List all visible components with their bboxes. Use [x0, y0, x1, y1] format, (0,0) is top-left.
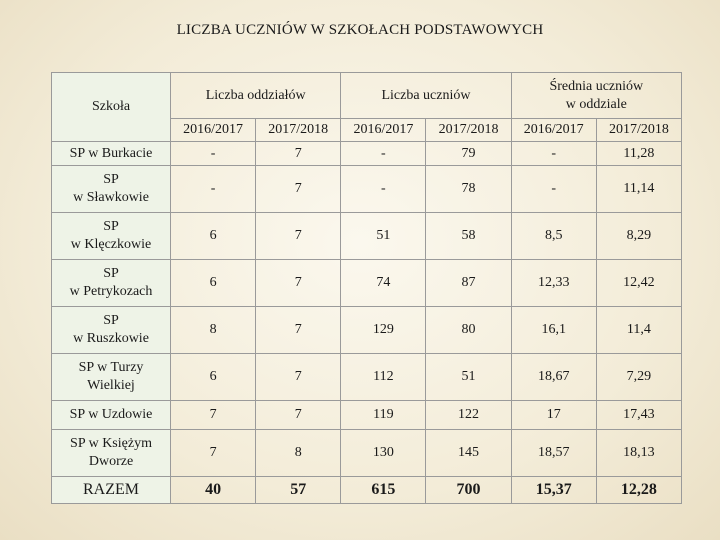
table-cell: 119	[341, 401, 426, 430]
table-cell: 58	[426, 213, 511, 260]
school-name-line: SP w Księżym	[70, 436, 152, 451]
school-name	[52, 213, 171, 260]
total-label: RAZEM	[52, 477, 171, 504]
school-name-line: Wielkiej	[87, 378, 135, 393]
table-cell: 74	[341, 260, 426, 307]
table-cell: 18,13	[596, 430, 681, 477]
table-cell: 87	[426, 260, 511, 307]
table-cell: 11,28	[596, 142, 681, 166]
school-name-line: SP	[103, 219, 119, 234]
total-cell: 15,37	[511, 477, 596, 504]
school-name-line: Dworze	[88, 454, 134, 469]
table-cell: 11,4	[596, 307, 681, 354]
table-cell: 11,14	[596, 166, 681, 213]
school-name-line: w Ruszkowie	[73, 331, 149, 346]
table-cell: -	[511, 166, 596, 213]
school-name-line: w Petrykozach	[69, 284, 153, 299]
table-cell: 6	[171, 213, 256, 260]
table-cell: -	[171, 166, 256, 213]
page-title: LICZBA UCZNIÓW W SZKOŁACH PODSTAWOWYCH	[176, 22, 544, 38]
school-name-line: SP	[103, 313, 119, 328]
school-name	[52, 260, 171, 307]
table-cell: 130	[341, 430, 426, 477]
table-cell: 17	[511, 401, 596, 430]
year-header: 2017/2018	[426, 119, 511, 142]
table-cell: -	[341, 142, 426, 166]
table-cell: 7	[256, 354, 341, 401]
table-cell: 51	[341, 213, 426, 260]
table-row	[52, 260, 682, 307]
year-header: 2017/2018	[596, 119, 681, 142]
table-cell: -	[171, 142, 256, 166]
total-cell: 40	[171, 477, 256, 504]
school-name-line: w Klęczkowie	[70, 237, 152, 252]
total-cell: 12,28	[596, 477, 681, 504]
header-students: Liczba uczniów	[341, 73, 511, 119]
table-row	[52, 142, 682, 166]
table-cell: 8,29	[596, 213, 681, 260]
header-average-line2: w oddziale	[565, 96, 627, 112]
header-classes: Liczba oddziałów	[171, 73, 341, 119]
school-name-line: SP	[103, 172, 119, 187]
table-cell: -	[511, 142, 596, 166]
students-table	[51, 72, 682, 504]
table-cell: 112	[341, 354, 426, 401]
table-cell: 18,57	[511, 430, 596, 477]
table-cell: 7	[256, 166, 341, 213]
school-name: SP w Burkacie	[52, 142, 171, 166]
table-cell: 80	[426, 307, 511, 354]
table-cell: 122	[426, 401, 511, 430]
header-average-line1: Średnia uczniów	[549, 78, 644, 94]
table-cell: 12,42	[596, 260, 681, 307]
year-header: 2016/2017	[511, 119, 596, 142]
table-cell: 129	[341, 307, 426, 354]
table-cell: 7	[171, 430, 256, 477]
table-cell: -	[341, 166, 426, 213]
year-header: 2017/2018	[256, 119, 341, 142]
school-name	[52, 430, 171, 477]
table-row	[52, 307, 682, 354]
table-row	[52, 401, 682, 430]
table-row	[52, 430, 682, 477]
table-cell: 51	[426, 354, 511, 401]
table-row	[52, 166, 682, 213]
table-cell: 8,5	[511, 213, 596, 260]
total-row	[52, 477, 682, 504]
header-school: Szkoła	[52, 73, 171, 142]
table-cell: 7	[256, 213, 341, 260]
table-row	[52, 354, 682, 401]
school-name	[52, 307, 171, 354]
table-cell: 79	[426, 142, 511, 166]
school-name	[52, 166, 171, 213]
school-name-line: SP w Turzy	[78, 360, 144, 375]
total-cell: 615	[341, 477, 426, 504]
table-cell: 7	[171, 401, 256, 430]
year-header: 2016/2017	[341, 119, 426, 142]
table-cell: 6	[171, 354, 256, 401]
table-cell: 7	[256, 260, 341, 307]
table-cell: 8	[256, 430, 341, 477]
table-cell: 18,67	[511, 354, 596, 401]
table-cell: 7	[256, 307, 341, 354]
school-name	[52, 354, 171, 401]
total-cell: 700	[426, 477, 511, 504]
table-row	[52, 213, 682, 260]
school-name-line: w Sławkowie	[73, 190, 149, 205]
table-cell: 7	[256, 401, 341, 430]
table-cell: 16,1	[511, 307, 596, 354]
header-average	[511, 73, 681, 119]
table-cell: 6	[171, 260, 256, 307]
school-name-line: SP	[103, 266, 119, 281]
table-cell: 12,33	[511, 260, 596, 307]
total-cell: 57	[256, 477, 341, 504]
table-cell: 7	[256, 142, 341, 166]
table-cell: 8	[171, 307, 256, 354]
table-cell: 145	[426, 430, 511, 477]
year-header: 2016/2017	[171, 119, 256, 142]
school-name: SP w Uzdowie	[52, 401, 171, 430]
table-cell: 17,43	[596, 401, 681, 430]
table-cell: 78	[426, 166, 511, 213]
table-cell: 7,29	[596, 354, 681, 401]
